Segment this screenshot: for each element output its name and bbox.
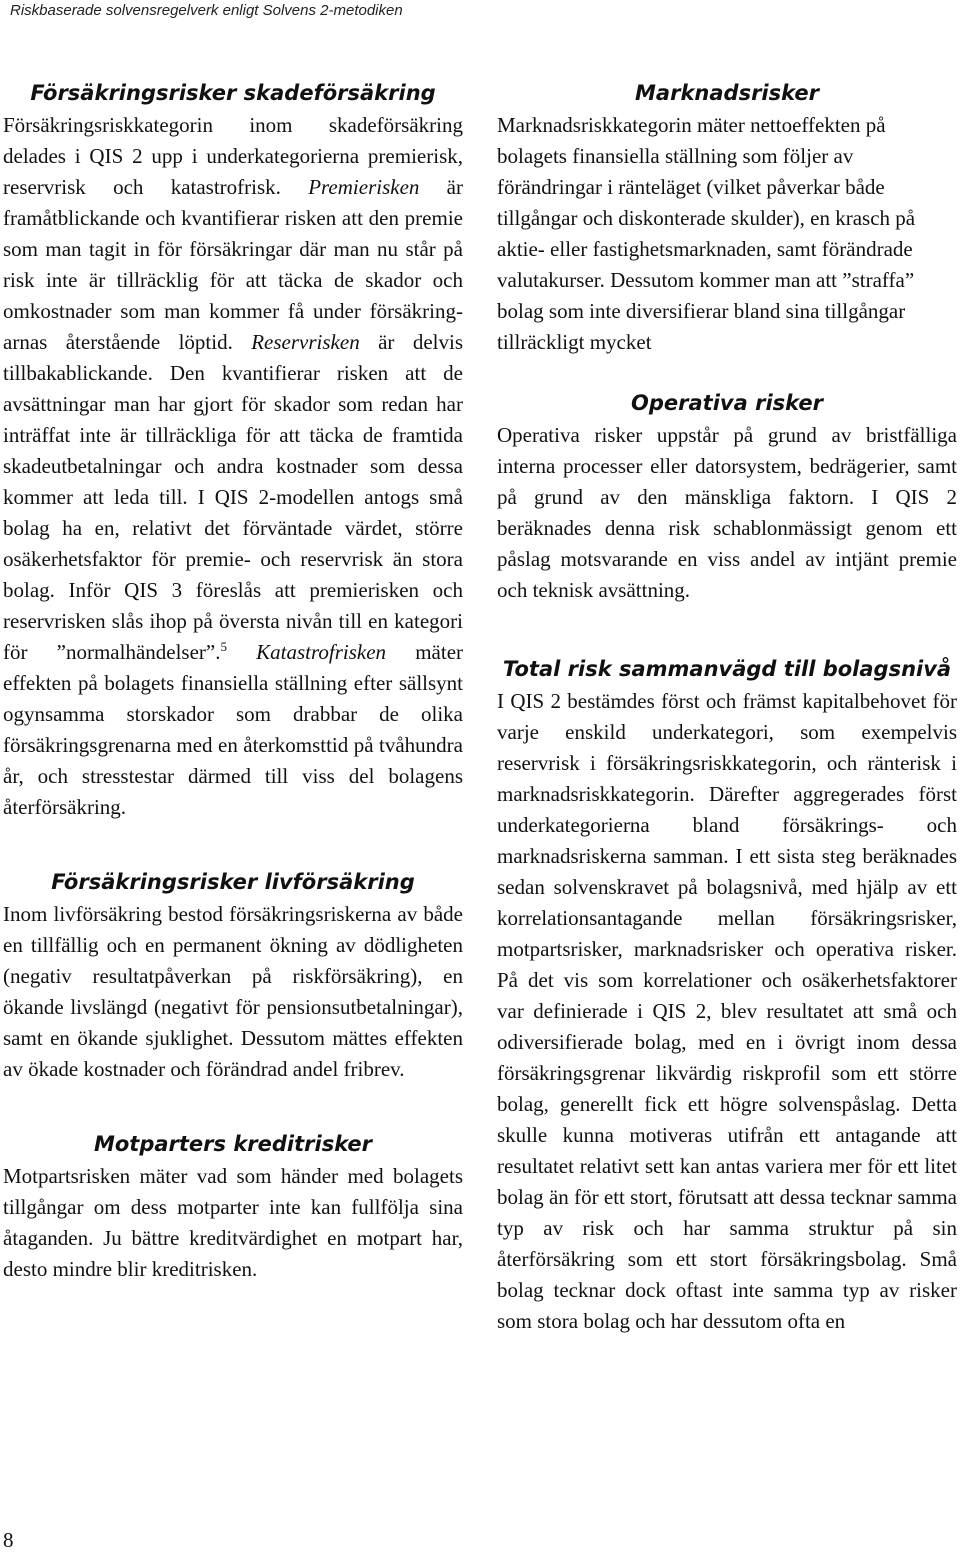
text-run: är delvis tillbakablickande. Den kvantifierar risken att de avsättningar man har gjort för skador som redan har inträffat inte är tillräckliga för att täcka de framtida skadeutbetalningar och andra kostnader som dessa kommer att leda till. I QIS 2-modellen antogs små bolag ha en, relativt det förväntade värdet, större osäkerhetsfaktor för premie- och reservrisk än stora bolag. Inför QIS 3 föreslås att premierisken och reservrisken slås ihop på översta nivån till en kategori för ”normalhändelser”. — [3, 330, 463, 664]
left-column — [3, 78, 463, 1285]
text-run: mäter effekten på bolagets finansiella ställning efter sällsynt ogynsamma storskador som drabbar de olika försäkringsgrenarna med en återkomsttid på tvåhundra år, och stresstestar därmed till viss del bolagens återförsäkring. — [3, 640, 464, 819]
paragraph-livforsakring: Inom livförsäkring bestod försäkringsriskerna av både en tillfällig och en permanent ökning av dödligheten (negativ resultatpåverkan på riskförsäkring), en ökande livslängd (negativt för pensionsutbetalningar), samt en ökande sjuklighet. Dessutom mättes effekten av ökade kostnader och förändrad andel fribrev. — [3, 902, 463, 1081]
text-run: Försäkringsriskkategorin inom skadeförsäkring delades i QIS 2 upp i underkategorierna premierisk, reservrisk och katastrofrisk. — [3, 113, 463, 199]
page-number: 8 — [3, 1528, 14, 1552]
paragraph-motparter: Motpartsrisken mäter vad som händer med bolagets tillgångar om dess motparter inte kan fullfölja sina åtaganden. Ju bättre kreditvärdighet en motpart har, desto mindre blir kreditrisken. — [3, 1164, 463, 1281]
term-katastrofrisken: Katastrofrisken — [226, 640, 387, 664]
paragraph-marknadsrisker: Marknadsriskkategorin mäter nettoeffekten på bolagets finansiella ställning som följer av förändringar i ränteläget (vilket påverkar både tillgångar och diskonterade skulder), en krasch på aktie- eller fastighetsmarknaden, samt förändrade valutakurser. Dessutom kommer man att ”straffa” bolag som inte diversifierar bland sina tillgångar tillräckligt mycket — [497, 113, 916, 354]
text-run: är framåtblickande och kvantifierar risken att den premie som man tagit in för försäkringar där man nu står på risk inte är tillräcklig för att täcka de skador och omkostnader som man kommer få under försäkringarnas återstående löptid. — [3, 175, 463, 354]
footnote-ref[interactable]: 5 — [220, 639, 227, 654]
section-operativa — [497, 388, 957, 606]
section-motparter — [3, 1129, 463, 1285]
heading-total-risk: Total risk sammanvägd till bolagsnivå — [502, 657, 952, 681]
section-skadeforsakring — [3, 78, 463, 823]
heading-skadeforsakring: Försäkringsrisker skadeförsäkring — [30, 81, 436, 105]
heading-motparter: Motparters kreditrisker — [93, 1132, 373, 1156]
section-marknadsrisker — [497, 78, 957, 358]
heading-livforsakring: Försäkringsrisker livförsäkring — [51, 870, 415, 894]
paragraph-skadeforsakring — [3, 110, 463, 823]
section-total-risk — [497, 654, 957, 1337]
paragraph-total-risk: I QIS 2 bestämdes först och främst kapitalbehovet för varje enskild underkategori, som exempelvis reservrisk i försäkringsriskkategorin, och ränterisk i marknadsriskkategorin. Därefter aggregerades först underkategorierna bland försäkrings- och marknadsriskerna samman. I ett sista steg beräknades sedan solvenskravet på bolagsnivå, med hjälp av ett korrelationsantagande mellan försäkringsrisker, motpartsrisker, marknadsrisker och operativa risker. På det vis som korrelationer och osäkerhetsfaktorer var definierade i QIS 2, blev resultatet att små och odiversifierade bolag, med en i övrigt inom dessa försäkringsgrenar likvärdig riskprofil som ett större bolag, generellt fick ett högre solvenspåslag. Detta skulle kunna motiveras utifrån ett antagande att resultatet relativt sett kan antas variera mer för ett litet bolag än för ett stort, förutsatt att dessa tecknar samma typ av risk och har samma struktur på sin återförsäkring som ett stort försäkringsbolag. Små bolag tecknar dock oftast inte samma typ av risker som stora bolag och har dessutom ofta en — [497, 689, 957, 1333]
term-reservrisken: Reservrisken — [251, 330, 360, 354]
right-column — [497, 78, 957, 1337]
paragraph-operativa: Operativa risker uppstår på grund av bristfälliga interna processer eller datorsystem, bedrägerier, samt på grund av den mänskliga faktorn. I QIS 2 beräknades denna risk schablonmässigt genom ett påslag motsvarande en viss andel av intjänt premie och teknisk avsättning. — [497, 423, 957, 602]
term-premierisken: Premierisken — [308, 175, 420, 199]
section-livforsakring — [3, 867, 463, 1085]
running-header: Riskbaserade solvensregelverk enligt Solvens 2-metodiken — [10, 2, 403, 19]
heading-operativa: Operativa risker — [631, 391, 823, 415]
heading-marknadsrisker: Marknadsrisker — [635, 81, 819, 105]
